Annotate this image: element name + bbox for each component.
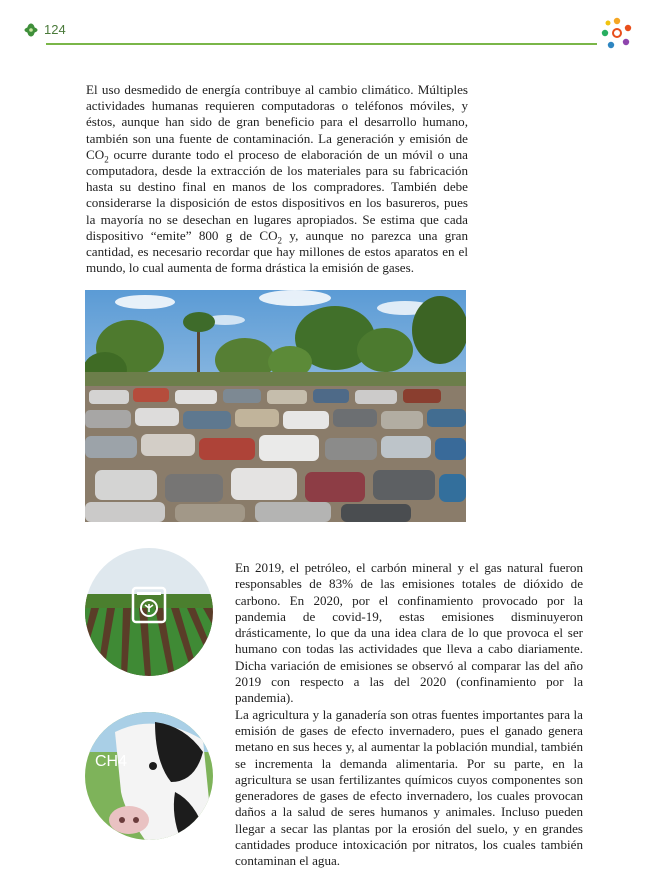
page-number: 124 bbox=[44, 22, 66, 37]
page-header bbox=[0, 0, 672, 60]
farm-field-fertilizer-icon bbox=[85, 548, 213, 676]
ch4-label: CH4 bbox=[95, 753, 128, 770]
header-rule bbox=[46, 43, 597, 45]
intro-paragraph: El uso desmedido de energía contribuye al cambio climático. Múltiples actividades humanas requieren computadoras o teléfonos móviles, y éstos, aunque han sido de gran beneficio para el desarrollo humano, también son una fuente de contaminación. La generación y emisión de $CO_2$ ocurre durante todo el proceso de elaboración de un móvil o una computadora, desde la extracción de los materiales para su fabricación hasta su destino final en manos de los compradores. También debe considerarse la disposición de estos dispositivos en los basureros, pues la mayoría no se desechan en lugares apropiados. Se estima que cada dispositivo “emite” 800 g de $CO_2$ y, aunque no parezca una gran cantidad, es necesario recordar que hay millones de estos aparatos en el mundo, lo cual aumenta de forma drástica la emisión de gases. bbox=[86, 82, 468, 276]
leaf-icon bbox=[22, 21, 40, 39]
cow-methane-image bbox=[85, 712, 213, 840]
agriculture-paragraph: La agricultura y la ganadería son otras fuentes importantes para la emisión de gases de efecto invernadero, pues el ganado genera metano en sus heces y, al aumentar la población mundial, también se incrementa la demanda alimentaria. Por su parte, en la agricultura se usan fertilizantes químicos cuyos componentes son generadores de gases de efecto invernadero, los cuales provocan daños a la salud de seres humanos y animales. Incluso pueden llegar a secar las plantas por la erosión del suelo, y en grandes cantidades produce intoxicación por nitratos, los cuales también contaminan el agua. bbox=[235, 706, 583, 869]
colorful-logo-icon bbox=[600, 16, 634, 50]
junkyard-cars-photo bbox=[85, 290, 466, 522]
emissions-paragraph: En 2019, el petróleo, el carbón mineral y el gas natural fueron responsables de 83% de las emisiones totales de dióxido de carbono. En 2020, por el confinamiento provocado por la pandemia de covid-19, estas emisiones disminuyeron drásticamente, lo que da una idea clara de lo que provoca el ser humano con todas las actividades que lleva a cabo diariamente. Dicha variación de emisiones se observó al comparar las del año 2019 con respecto a las del 2020 (confinamiento por la pandemia). bbox=[235, 560, 583, 706]
body-text-column bbox=[235, 560, 583, 870]
